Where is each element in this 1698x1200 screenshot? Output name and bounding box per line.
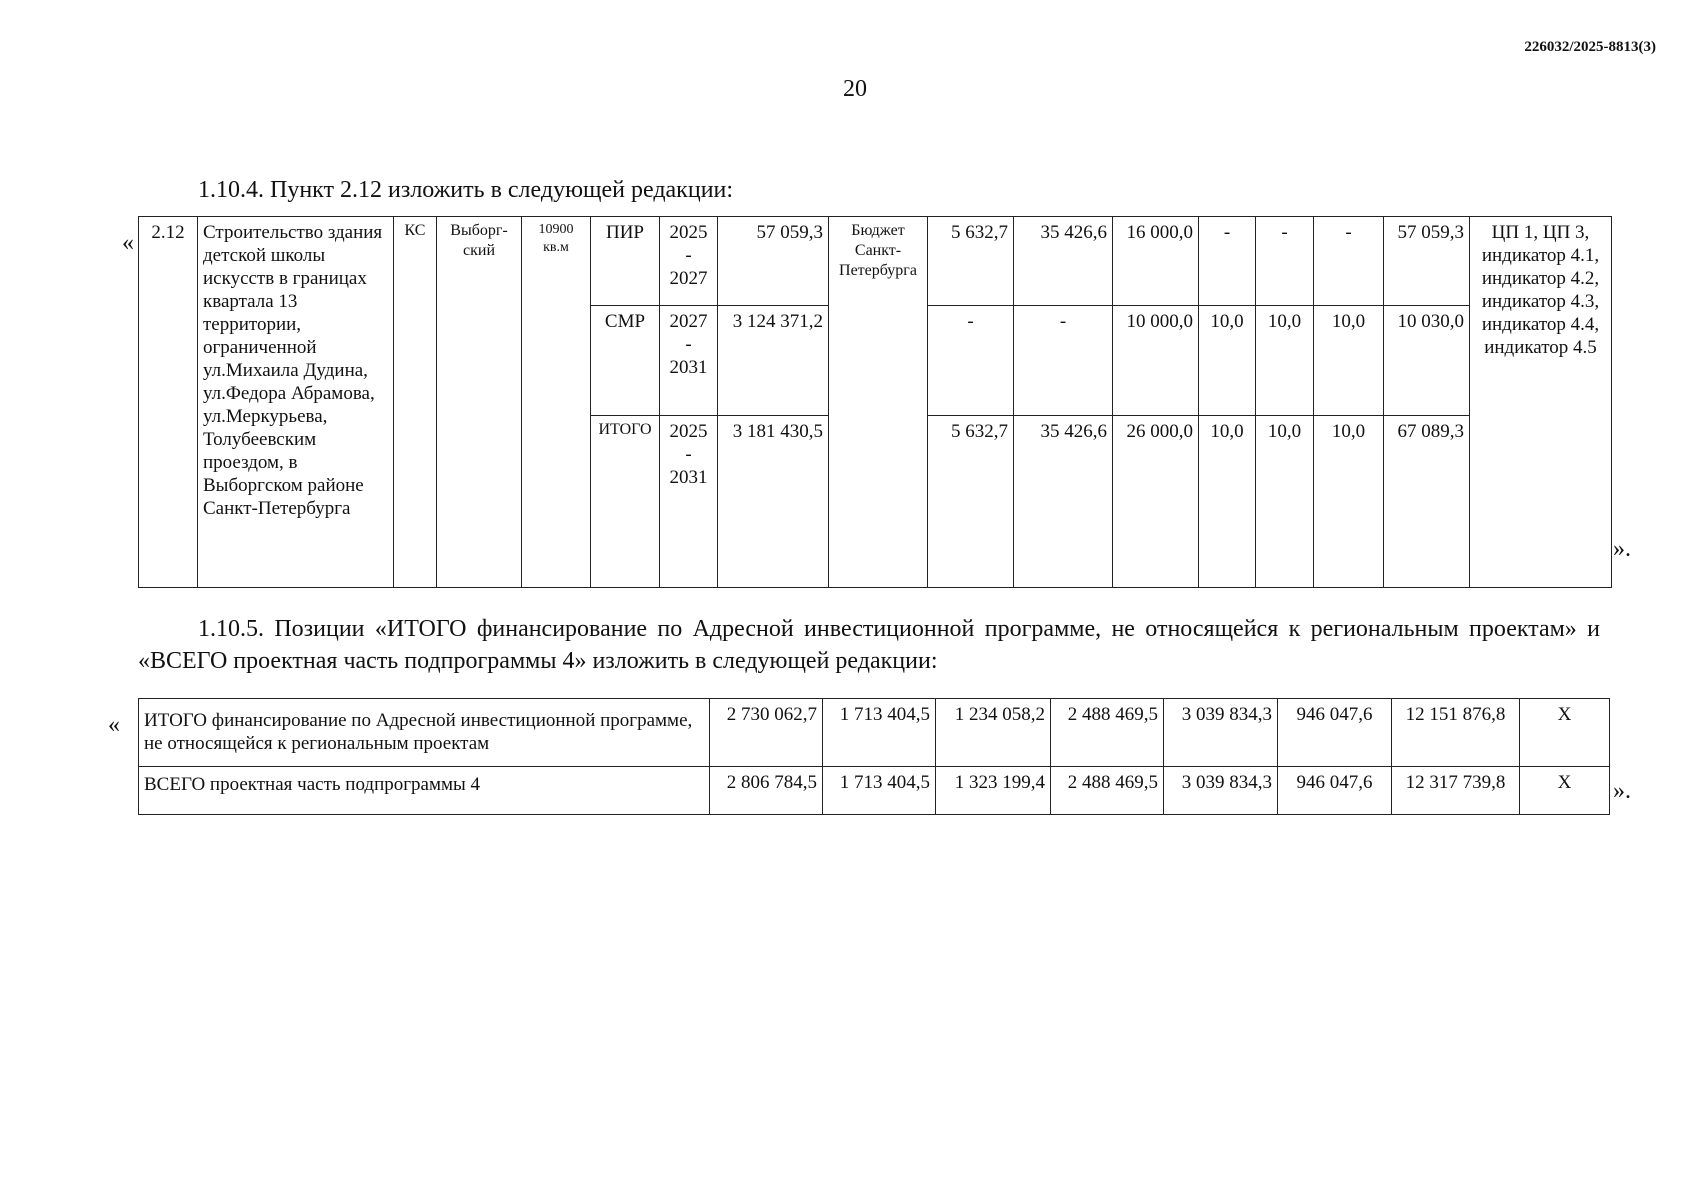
stage: СМР — [591, 306, 660, 416]
item-number: 2.12 — [139, 217, 198, 588]
years: 2025 - 2031 — [660, 416, 718, 588]
district: Выборг-ский — [437, 217, 522, 588]
quote-open-2: « — [108, 712, 120, 738]
value-cell: Х — [1520, 767, 1610, 815]
value-cell: - — [1199, 217, 1256, 306]
object-name: Строительство здания детской школы искусств в границах квартала 13 территории, ограниченной ул.Михаила Дудина, ул.Федора Абрамова, ул.Меркурьева, Толубеевским проездом, в Выборгском районе Санкт-Петербурга — [198, 217, 394, 588]
value-cell: 5 632,7 — [928, 217, 1014, 306]
document-number: 226032/2025-8813(3) — [1524, 39, 1656, 55]
quote-close-1: ». — [1613, 536, 1631, 562]
value-cell: - — [1314, 217, 1384, 306]
page-number: 20 — [843, 76, 867, 102]
table-totals — [138, 698, 1610, 815]
row-label: ВСЕГО проектная часть подпрограммы 4 — [139, 767, 710, 815]
value-cell: 10,0 — [1256, 416, 1314, 588]
value-cell: 2 488 469,5 — [1051, 767, 1164, 815]
value-cell: 2 730 062,7 — [710, 699, 823, 767]
value-cell: 57 059,3 — [1384, 217, 1470, 306]
value-cell: 12 151 876,8 — [1392, 699, 1520, 767]
total-cost: 57 059,3 — [718, 217, 829, 306]
value-cell: 1 713 404,5 — [823, 699, 936, 767]
value-cell: - — [1256, 217, 1314, 306]
years: 2027 - 2031 — [660, 306, 718, 416]
value-cell: 10 030,0 — [1384, 306, 1470, 416]
value-cell: 5 632,7 — [928, 416, 1014, 588]
value-cell: Х — [1520, 699, 1610, 767]
value-cell: 1 713 404,5 — [823, 767, 936, 815]
value-cell: 10,0 — [1199, 306, 1256, 416]
value-cell: - — [1014, 306, 1113, 416]
table-row — [139, 699, 1610, 767]
value-cell: 2 806 784,5 — [710, 767, 823, 815]
value-cell: 16 000,0 — [1113, 217, 1199, 306]
value-cell: 35 426,6 — [1014, 217, 1113, 306]
value-cell: 1 234 058,2 — [936, 699, 1051, 767]
stage: ИТОГО — [591, 416, 660, 588]
table-item-2-12 — [138, 216, 1612, 588]
stage: ПИР — [591, 217, 660, 306]
value-cell: 10,0 — [1314, 306, 1384, 416]
capacity: 10900 кв.м — [522, 217, 591, 588]
quote-open-1: « — [122, 230, 134, 256]
value-cell: 26 000,0 — [1113, 416, 1199, 588]
value-cell: 12 317 739,8 — [1392, 767, 1520, 815]
table-row — [139, 767, 1610, 815]
quote-close-2: ». — [1613, 778, 1631, 804]
value-cell: 1 323 199,4 — [936, 767, 1051, 815]
object-type: КС — [394, 217, 437, 588]
value-cell: 10,0 — [1199, 416, 1256, 588]
value-cell: - — [928, 306, 1014, 416]
value-cell: 946 047,6 — [1278, 767, 1392, 815]
paragraph-1-10-4: 1.10.4. Пункт 2.12 изложить в следующей редакции: — [198, 177, 734, 203]
value-cell: 67 089,3 — [1384, 416, 1470, 588]
row-label: ИТОГО финансирование по Адресной инвестиционной программе, не относящейся к региональным проектам — [139, 699, 710, 767]
value-cell: 2 488 469,5 — [1051, 699, 1164, 767]
value-cell: 10,0 — [1314, 416, 1384, 588]
value-cell: 946 047,6 — [1278, 699, 1392, 767]
total-cost: 3 124 371,2 — [718, 306, 829, 416]
value-cell: 10,0 — [1256, 306, 1314, 416]
table-row — [139, 217, 1612, 306]
years: 2025 - 2027 — [660, 217, 718, 306]
budget-source: Бюджет Санкт-Петербурга — [829, 217, 928, 588]
total-cost: 3 181 430,5 — [718, 416, 829, 588]
targets-indicators: ЦП 1, ЦП 3, индикатор 4.1, индикатор 4.2, индикатор 4.3, индикатор 4.4, индикатор 4.5 — [1470, 217, 1612, 588]
paragraph-1-10-5: 1.10.5. Позиции «ИТОГО финансирование по Адресной инвестиционной программе, не относящейся к региональным проектам» и «ВСЕГО проектная часть подпрограммы 4» изложить в следующей редакции: — [138, 616, 1600, 674]
value-cell: 35 426,6 — [1014, 416, 1113, 588]
value-cell: 3 039 834,3 — [1164, 699, 1278, 767]
value-cell: 10 000,0 — [1113, 306, 1199, 416]
value-cell: 3 039 834,3 — [1164, 767, 1278, 815]
